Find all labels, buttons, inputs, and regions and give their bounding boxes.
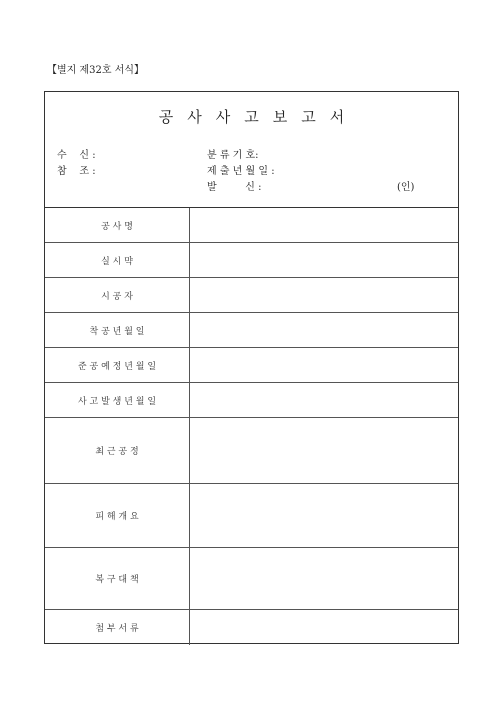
row-label: 첨 부 서 류 [45, 610, 190, 645]
row-value-field[interactable] [190, 313, 458, 347]
row-label: 착 공 년 월 일 [45, 313, 190, 347]
row-value-field[interactable] [190, 484, 458, 547]
seal-mark: (인) [397, 182, 415, 193]
table-row [45, 278, 458, 313]
report-header [45, 92, 458, 208]
row-label: 피 해 개 요 [45, 484, 190, 547]
row-value-field[interactable] [190, 348, 458, 382]
row-label: 공 사 명 [45, 208, 190, 242]
row-label: 최 근 공 정 [45, 418, 190, 483]
classification-label: 분 류 기 호: [207, 150, 259, 161]
form-number-label: 【별지 제32호 서식】 [47, 65, 145, 76]
row-value-field[interactable] [190, 548, 458, 609]
row-label: 복 구 대 책 [45, 548, 190, 609]
accident-report-form [44, 91, 459, 644]
row-label: 준 공 예 정 년 월 일 [45, 348, 190, 382]
table-row [45, 243, 458, 278]
table-row [45, 548, 458, 610]
row-value-field[interactable] [190, 243, 458, 277]
row-label: 실 시 먁 [45, 243, 190, 277]
table-row [45, 610, 458, 645]
submit-date-label: 제 출 년 월 일 : [207, 166, 275, 177]
row-value-field[interactable] [190, 278, 458, 312]
table-row [45, 313, 458, 348]
recipient-label: 수 신 : [57, 150, 96, 161]
row-value-field[interactable] [190, 383, 458, 417]
row-value-field[interactable] [190, 610, 458, 645]
row-label: 사 고 발 생 년 월 일 [45, 383, 190, 417]
row-value-field[interactable] [190, 208, 458, 242]
row-label: 시 공 자 [45, 278, 190, 312]
sender-label: 발 신 : [207, 182, 262, 193]
row-value-field[interactable] [190, 418, 458, 483]
table-row [45, 208, 458, 243]
table-row [45, 383, 458, 418]
reference-label: 참 조 : [57, 166, 96, 177]
table-row [45, 348, 458, 383]
table-row [45, 418, 458, 484]
table-row [45, 484, 458, 548]
report-title: 공사사고보고서 [158, 108, 359, 126]
